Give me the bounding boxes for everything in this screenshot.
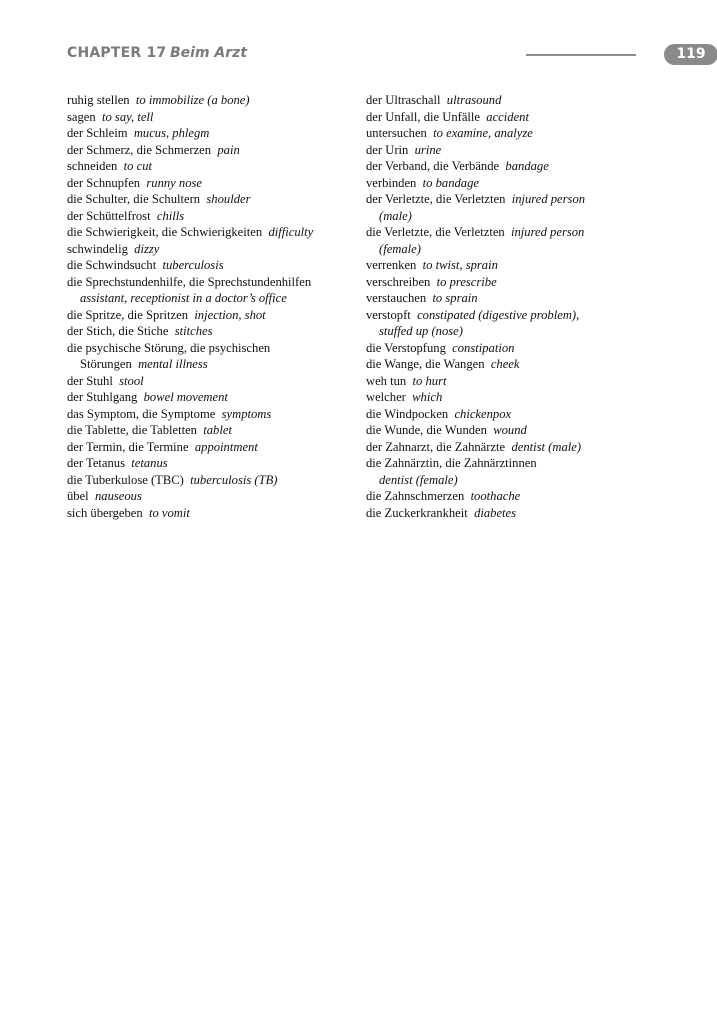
german-term: die Zahnschmerzen: [366, 489, 465, 503]
german-term: der Zahnarzt, die Zahnärzte: [366, 439, 506, 454]
german-term: sich übergeben: [67, 505, 143, 520]
vocab-entry: [67, 439, 357, 456]
english-translation: tetanus: [131, 456, 168, 470]
english-translation: urine: [414, 142, 442, 157]
english-translation: (male): [379, 208, 412, 223]
vocab-entry: [67, 191, 357, 208]
german-term: das Symptom, die Symptome: [67, 406, 216, 421]
english-translation: tuberculosis (TB): [190, 472, 278, 487]
english-translation: symptoms: [221, 406, 272, 421]
vocab-entry: [67, 307, 357, 324]
english-translation: shoulder: [206, 192, 251, 206]
german-term: der Tetanus: [67, 456, 125, 470]
english-translation: to vomit: [148, 505, 190, 520]
english-translation: diabetes: [474, 505, 517, 520]
english-translation: difficulty: [268, 225, 314, 239]
vocab-entry: [67, 323, 357, 340]
german-term: die Zahnärztin, die Zahnärztinnen: [366, 456, 537, 470]
vocab-entry: [366, 422, 666, 439]
vocab-entry: [67, 472, 357, 489]
german-term: Störungen: [80, 357, 132, 371]
german-term: schneiden: [67, 159, 118, 173]
german-term: die Wunde, die Wunden: [366, 423, 487, 437]
vocab-entry: [366, 142, 666, 159]
english-translation: which: [412, 390, 443, 404]
german-term: der Stich, die Stiche: [67, 324, 169, 338]
vocab-entry: [67, 92, 357, 109]
german-term: verrenken: [366, 258, 417, 272]
english-translation: dentist (female): [379, 472, 458, 487]
vocab-entry: [366, 406, 666, 423]
german-term: die Schwindsucht: [67, 258, 157, 272]
german-term: der Verband, die Verbände: [366, 159, 500, 173]
vocab-entry: [366, 373, 666, 390]
german-term: der Schnupfen: [67, 175, 141, 190]
german-term: der Ultraschall: [366, 93, 441, 107]
english-translation: accident: [486, 109, 529, 124]
german-term: die Wange, die Wangen: [366, 357, 485, 371]
english-translation: tablet: [203, 423, 232, 437]
vocab-entry: [67, 505, 357, 522]
vocab-entry: [67, 274, 357, 291]
vocab-entry: [366, 290, 666, 307]
english-translation: stool: [119, 373, 144, 388]
vocab-entry: [366, 505, 666, 522]
vocab-entry: [67, 422, 357, 439]
german-term: der Urin: [366, 142, 409, 157]
vocab-entry: [366, 274, 666, 291]
german-term: der Stuhl: [67, 373, 113, 388]
english-translation: to immobilize (a bone): [135, 93, 250, 107]
german-term: der Verletzte, die Verletzten: [366, 192, 506, 206]
english-translation: ultrasound: [446, 93, 502, 107]
german-term: verbinden: [366, 175, 417, 190]
vocab-entry: [67, 109, 357, 126]
english-translation: dentist (male): [511, 439, 582, 454]
vocab-entry: [366, 356, 666, 373]
vocab-entry: [366, 455, 666, 472]
english-translation: mucus, phlegm: [133, 126, 210, 140]
vocab-entry: [67, 356, 357, 373]
german-term: welcher: [366, 390, 406, 404]
english-translation: to sprain: [432, 291, 478, 305]
vocab-entry: [67, 406, 357, 423]
english-translation: chickenpox: [454, 406, 512, 421]
english-translation: stuffed up (nose): [379, 324, 463, 338]
german-term: der Termin, die Termine: [67, 439, 189, 454]
vocab-entry: [366, 307, 666, 324]
english-translation: dizzy: [134, 241, 160, 256]
german-term: untersuchen: [366, 126, 427, 140]
german-term: verschreiben: [366, 274, 431, 289]
english-translation: constipated (digestive problem),: [417, 307, 580, 322]
vocab-column-left: [67, 92, 357, 521]
vocab-entry: [366, 488, 666, 505]
vocab-entry: [366, 208, 666, 225]
english-translation: nauseous: [94, 489, 142, 503]
vocab-entry: [366, 109, 666, 126]
german-term: die Sprechstundenhilfe, die Sprechstundenhilfen: [67, 274, 312, 289]
english-translation: toothache: [470, 489, 521, 503]
english-translation: assistant, receptionist in a doctor’s office: [80, 291, 287, 305]
vocab-entry: [366, 340, 666, 357]
german-term: weh tun: [366, 373, 407, 388]
vocab-entry: [366, 439, 666, 456]
german-term: die Verstopfung: [366, 340, 446, 355]
vocab-entry: [67, 488, 357, 505]
german-term: die Spritze, die Spritzen: [67, 307, 189, 322]
vocab-entry: [366, 257, 666, 274]
vocab-entry: [67, 125, 357, 142]
english-translation: to say, tell: [101, 109, 154, 124]
german-term: die Schulter, die Schultern: [67, 192, 201, 206]
german-term: schwindelig: [67, 241, 128, 256]
german-term: die psychische Störung, die psychischen: [67, 340, 271, 355]
page-number: 119: [664, 44, 717, 65]
german-term: der Unfall, die Unfälle: [366, 109, 480, 124]
german-term: der Schüttelfrost: [67, 208, 151, 223]
english-translation: to bandage: [422, 175, 479, 190]
german-term: die Windpocken: [366, 406, 449, 421]
english-translation: tuberculosis: [162, 258, 224, 272]
english-translation: injured person: [511, 225, 585, 239]
header-rule: [526, 54, 636, 56]
english-translation: appointment: [194, 439, 258, 454]
vocab-entry: [67, 290, 357, 307]
english-translation: injection, shot: [194, 307, 266, 322]
english-translation: to prescribe: [436, 274, 497, 289]
vocab-entry: [67, 455, 357, 472]
german-term: verstopft: [366, 307, 411, 322]
vocab-entry: [366, 191, 666, 208]
vocab-entry: [67, 208, 357, 225]
german-term: übel: [67, 489, 89, 503]
english-translation: stitches: [174, 324, 213, 338]
vocab-column-right: [366, 92, 666, 521]
chapter-label: CHAPTER 17: [67, 45, 167, 61]
vocab-entry: [67, 142, 357, 159]
vocab-entry: [366, 472, 666, 489]
english-translation: wound: [493, 423, 527, 437]
german-term: der Schleim: [67, 126, 128, 140]
english-translation: to examine, analyze: [433, 126, 533, 140]
page-header: [67, 44, 706, 66]
english-translation: to cut: [123, 159, 152, 173]
english-translation: chills: [156, 208, 185, 223]
german-term: die Zuckerkrankheit: [366, 505, 468, 520]
english-translation: bandage: [505, 159, 549, 173]
vocab-entry: [67, 224, 357, 241]
german-term: der Schmerz, die Schmerzen: [67, 142, 212, 157]
vocab-entry: [366, 125, 666, 142]
vocab-entry: [67, 158, 357, 175]
vocab-entry: [67, 389, 357, 406]
english-translation: runny nose: [146, 175, 203, 190]
vocab-entry: [67, 257, 357, 274]
english-translation: pain: [217, 142, 240, 157]
english-translation: (female): [379, 241, 421, 256]
english-translation: mental illness: [138, 357, 208, 371]
english-translation: injured person: [511, 192, 586, 206]
vocab-entry: [366, 158, 666, 175]
vocab-entry: [366, 224, 666, 241]
german-term: die Verletzte, die Verletzten: [366, 225, 505, 239]
german-term: die Tuberkulose (TBC): [67, 472, 184, 487]
german-term: die Schwierigkeit, die Schwierigkeiten: [67, 225, 263, 239]
english-translation: to twist, sprain: [422, 258, 498, 272]
vocab-entry: [67, 241, 357, 258]
german-term: die Tablette, die Tabletten: [67, 423, 197, 437]
vocab-entry: [67, 373, 357, 390]
english-translation: to hurt: [412, 373, 447, 388]
vocab-entry: [366, 175, 666, 192]
english-translation: cheek: [490, 357, 520, 371]
vocab-entry: [67, 340, 357, 357]
english-translation: bowel movement: [143, 390, 228, 404]
vocab-entry: [366, 323, 666, 340]
english-translation: constipation: [452, 340, 515, 355]
german-term: sagen: [67, 109, 96, 124]
vocab-entry: [67, 175, 357, 192]
german-term: der Stuhlgang: [67, 390, 138, 404]
chapter-title: Beim Arzt: [170, 45, 248, 61]
german-term: ruhig stellen: [67, 93, 130, 107]
german-term: verstauchen: [366, 291, 427, 305]
vocab-entry: [366, 241, 666, 258]
vocab-entry: [366, 92, 666, 109]
vocab-entry: [366, 389, 666, 406]
